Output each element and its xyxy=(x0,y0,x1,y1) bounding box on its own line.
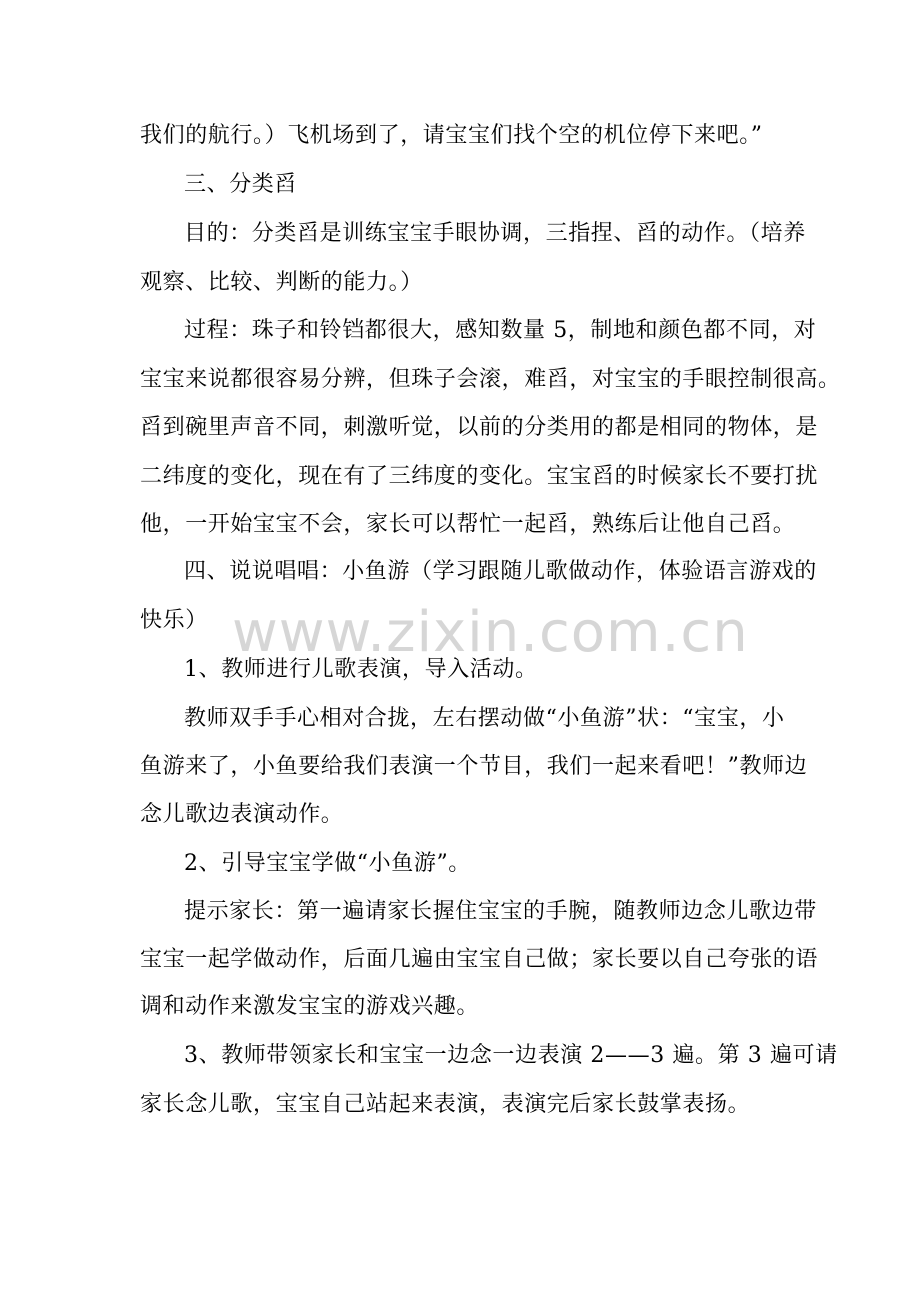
text-line: 我们的航行。）飞机场到了，请宝宝们找个空的机位停下来吧。” xyxy=(140,123,763,148)
text-line: 调和动作来激发宝宝的游戏兴趣。 xyxy=(140,994,480,1019)
text-line: 宝宝来说都很容易分辨，但珠子会滚，难舀，对宝宝的手眼控制很高。 xyxy=(140,367,841,392)
text-line: 快乐） xyxy=(140,608,208,633)
text-line: 舀到碗里声音不同，刺激听觉，以前的分类用的都是相同的物体，是 xyxy=(140,415,819,440)
text-line: 家长念儿歌，宝宝自己站起来表演，表演完后家长鼓掌表扬。 xyxy=(140,1092,751,1117)
text-line: 他，一开始宝宝不会，家长可以帮忙一起舀，熟练后让他自己舀。 xyxy=(140,512,796,537)
text-line: 鱼游来了，小鱼要给我们表演一个节目，我们一起来看吧！”教师边 xyxy=(140,754,808,779)
text-line: 1、教师进行儿歌表演，导入活动。 xyxy=(184,657,538,682)
text-line: 观察、比较、判断的能力。） xyxy=(140,270,423,295)
text-line: 念儿歌边表演动作。 xyxy=(140,802,344,827)
text-line: 目的：分类舀是训练宝宝手眼协调，三指捏、舀的动作。（培养 xyxy=(184,221,806,246)
text-line: 提示家长：第一遍请家长握住宝宝的手腕，随教师边念儿歌边带 xyxy=(184,899,817,924)
section-heading: 三、分类舀 xyxy=(184,172,298,197)
text-line: 宝宝一起学做动作，后面几遍由宝宝自己做；家长要以自己夸张的语 xyxy=(140,947,819,972)
watermark: www.zixin.com.cn xyxy=(232,600,749,665)
section-heading: 四、说说唱唱：小鱼游（学习跟随儿歌做动作，体验语言游戏的 xyxy=(184,559,817,584)
text-line: 2、引导宝宝学做“小鱼游”。 xyxy=(184,851,471,876)
text-line: 3、教师带领家长和宝宝一边念一边表演 2——3 遍。第 3 遍可请 xyxy=(184,1043,838,1068)
text-line: 教师双手手心相对合拢，左右摆动做“小鱼游”状：“宝宝，小 xyxy=(184,706,785,731)
text-line: 过程：珠子和铃铛都很大，感知数量 5，制地和颜色都不同，对 xyxy=(184,318,817,343)
text-line: 二纬度的变化，现在有了三纬度的变化。宝宝舀的时候家长不要打扰 xyxy=(140,464,819,489)
